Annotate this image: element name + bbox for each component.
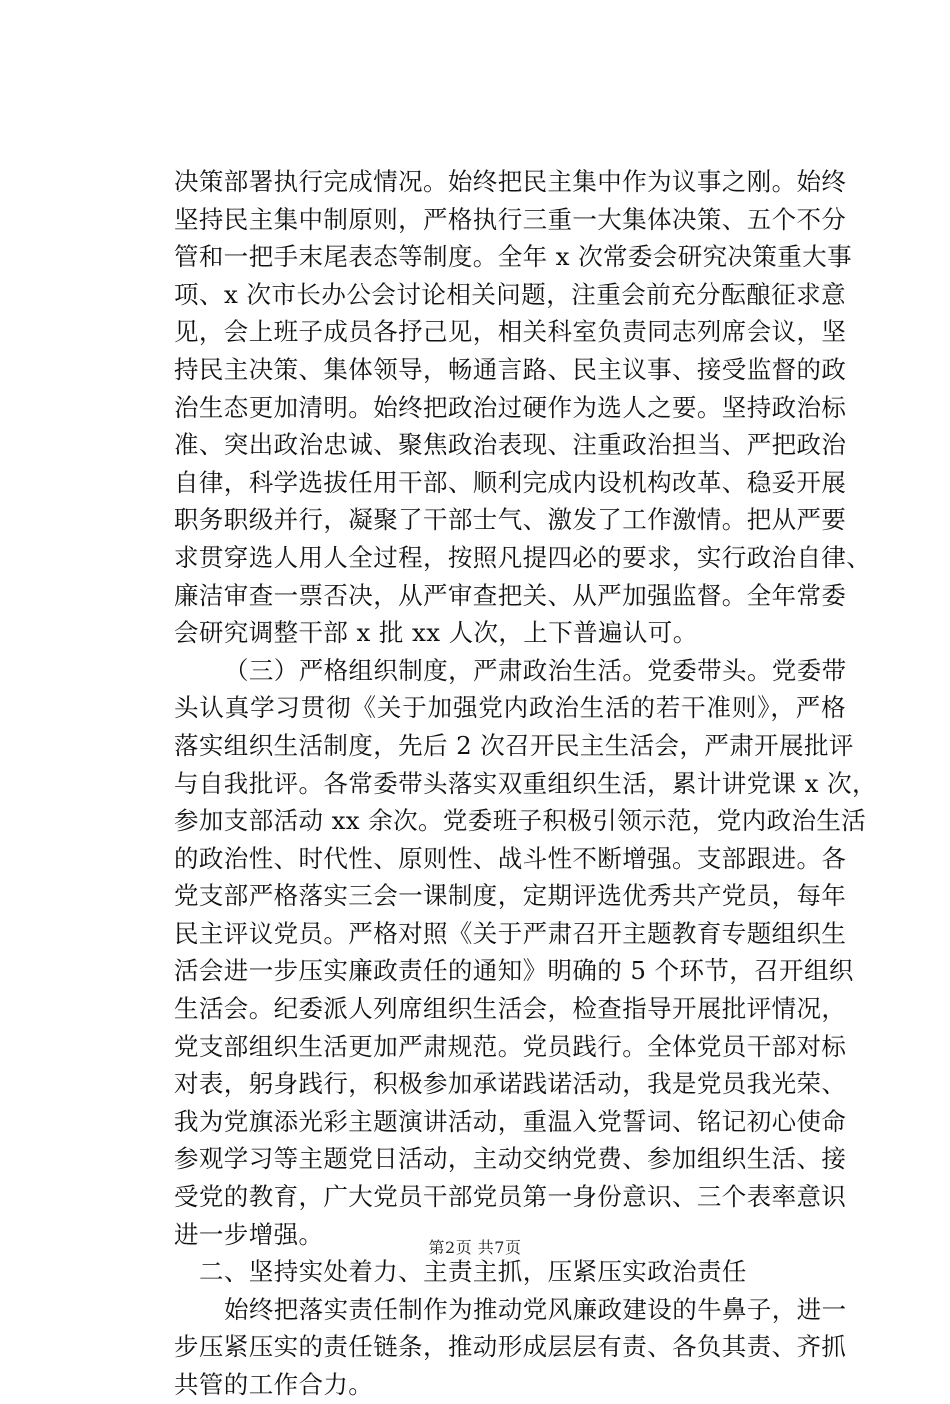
text-line: 民主评议党员。严格对照《关于严肃召开主题教育专题组织生 [174, 918, 847, 948]
paragraph-start-line: 始终把落实责任制作为推动党风廉政建设的牛鼻子，进一 [224, 1294, 847, 1324]
text-line: 对表，躬身践行，积极参加承诺践诺活动，我是党员我光荣、 [174, 1069, 847, 1099]
text-line: 与自我批评。各常委带头落实双重组织生活，累计讲党课 x 次， [174, 768, 877, 798]
text-line: 坚持民主集中制原则，严格执行三重一大集体决策、五个不分 [174, 204, 847, 234]
text-line: 治生态更加清明。始终把政治过硬作为选人之要。坚持政治标 [174, 392, 847, 422]
text-line: 进一步增强。 [174, 1219, 324, 1249]
text-line: 生活会。纪委派人列席组织生活会，检查指导开展批评情况， [174, 994, 847, 1024]
text-line: 党支部严格落实三会一课制度，定期评选优秀共产党员，每年 [174, 881, 847, 911]
text-line: 参观学习等主题党日活动，主动交纳党费、参加组织生活、接 [174, 1144, 847, 1174]
text-line: 头认真学习贯彻《关于加强党内政治生活的若干准则》，严格 [174, 693, 846, 723]
text-line: 廉洁审查一票否决，从严审查把关、从严加强监督。全年常委 [174, 580, 847, 610]
text-line: 落实组织生活制度，先后 2 次召开民主生活会，严肃开展批评 [174, 730, 854, 760]
text-line: 管和一把手末尾表态等制度。全年 x 次常委会研究决策重大事 [174, 242, 852, 272]
section-start-line: （三）严格组织制度，严肃政治生活。党委带头。党委带 [224, 655, 847, 685]
text-line: 党支部组织生活更加严肃规范。党员践行。全体党员干部对标 [174, 1031, 847, 1061]
text-line: 职务职级并行，凝聚了干部士气、激发了工作激情。把从严要 [174, 505, 847, 535]
body-text [174, 163, 877, 1404]
text-line: 持民主决策、集体领导，畅通言路、民主议事、接受监督的政 [174, 354, 847, 384]
text-line: 受党的教育，广大党员干部党员第一身份意识、三个表率意识 [174, 1182, 847, 1212]
text-line: 自律，科学选拔任用干部、顺利完成内设机构改革、稳妥开展 [174, 467, 847, 497]
text-line: 决策部署执行完成情况。始终把民主集中作为议事之刚。始终 [174, 167, 847, 196]
text-line: 共管的工作合力。 [174, 1370, 374, 1399]
text-line: 我为党旗添光彩主题演讲活动，重温入党誓词、铭记初心使命 [174, 1106, 847, 1136]
text-line: 项、x 次市长办公会讨论相关问题，注重会前充分酝酿征求意 [174, 279, 846, 309]
section-heading: 二、坚持实处着力、主责主抓，压紧压实政治责任 [199, 1257, 747, 1287]
text-line: 活会进一步压实廉政责任的通知》明确的 5 个环节，召开组织 [174, 956, 854, 986]
page-number-footer: 第2页 共7页 [428, 1238, 522, 1257]
text-line: 会研究调整干部 x 批 xx 人次，上下普遍认可。 [174, 618, 698, 648]
text-line: 求贯穿选人用人全过程，按照凡提四必的要求，实行政治自律、 [174, 542, 872, 572]
text-line: 的政治性、时代性、原则性、战斗性不断增强。支部跟进。各 [174, 843, 847, 873]
text-line: 参加支部活动 xx 余次。党委班子积极引领示范，党内政治生活 [174, 806, 867, 836]
text-line: 步压紧压实的责任链条，推动形成层层有责、各负其责、齐抓 [174, 1332, 847, 1362]
text-line: 见，会上班子成员各抒己见，相关科室负责同志列席会议，坚 [174, 317, 847, 347]
text-line: 准、突出政治忠诚、聚焦政治表现、注重政治担当、严把政治 [174, 430, 847, 460]
